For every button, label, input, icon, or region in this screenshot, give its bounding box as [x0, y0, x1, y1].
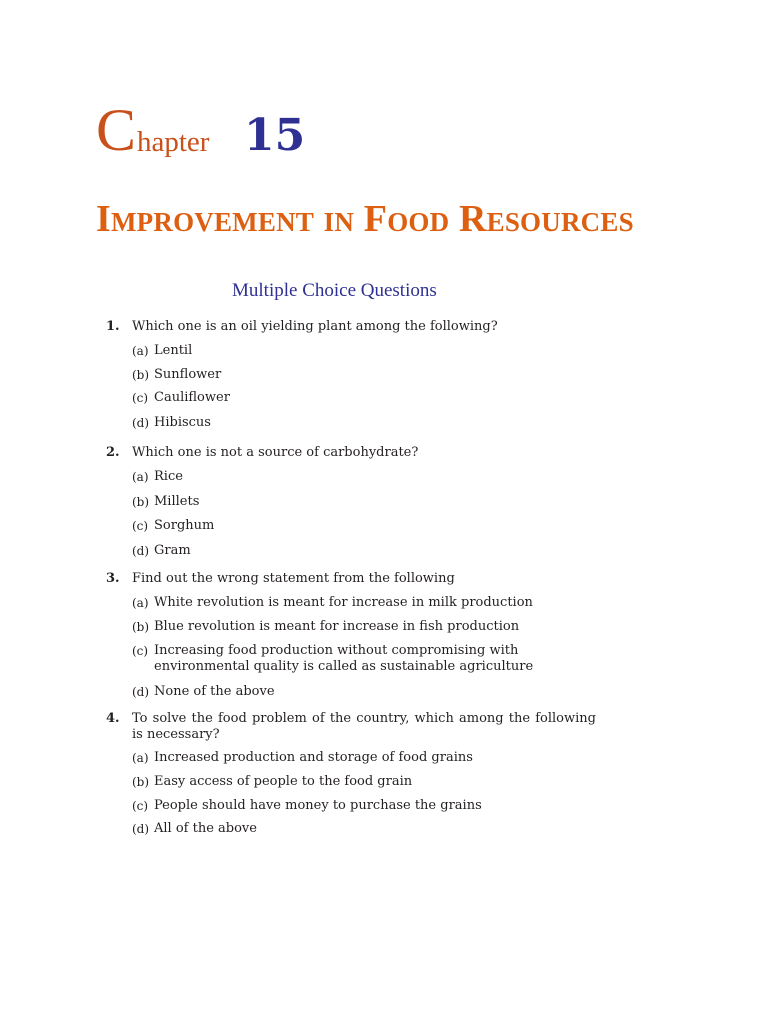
option-label: (a)	[132, 470, 149, 484]
option-label: (b)	[132, 495, 150, 509]
option-label: (d)	[132, 416, 150, 430]
option-text: Blue revolution is meant for increase in fish production	[154, 619, 520, 634]
option-label: (a)	[132, 344, 149, 358]
option-text: Increasing food production without compromising with environmental quality is called as sustainable agriculture	[154, 643, 534, 674]
chapter-word: hapter	[137, 126, 210, 158]
option-label: (d)	[132, 685, 150, 699]
option-label: (b)	[132, 775, 150, 789]
option-text: Lentil	[154, 343, 193, 358]
chapter-title: Improvement in Food Resources	[96, 198, 634, 240]
option-text: Cauliflower	[154, 390, 230, 405]
option-text: Sunflower	[154, 367, 222, 382]
option-text: Rice	[154, 469, 183, 484]
option-text: None of the above	[154, 684, 275, 699]
option-label: (c)	[132, 391, 149, 405]
option-label: (c)	[132, 644, 149, 658]
option-label: (c)	[132, 799, 149, 813]
option-label: (c)	[132, 519, 149, 533]
question-text: Which one is not a source of carbohydrate?	[132, 445, 419, 460]
option-label: (a)	[132, 751, 149, 765]
option-label: (a)	[132, 596, 149, 610]
question-number: 1.	[106, 319, 120, 334]
question-text: Which one is an oil yielding plant among the following?	[132, 319, 498, 334]
question-number: 2.	[106, 445, 120, 460]
option-text: Hibiscus	[154, 415, 211, 430]
question-number: 3.	[106, 571, 120, 586]
option-text: Millets	[154, 494, 200, 509]
chapter-number: 15	[244, 110, 306, 161]
option-label: (d)	[132, 544, 150, 558]
question-number: 4.	[106, 711, 120, 726]
chapter-initial-letter: C	[96, 97, 137, 163]
option-label: (d)	[132, 822, 150, 836]
option-label: (b)	[132, 368, 150, 382]
option-text: Sorghum	[154, 518, 215, 533]
option-label: (b)	[132, 620, 150, 634]
option-text: White revolution is meant for increase in milk production	[154, 595, 533, 610]
option-text: All of the above	[154, 821, 257, 836]
section-heading: Multiple Choice Questions	[232, 280, 437, 301]
option-text: Gram	[154, 543, 191, 558]
option-text: Increased production and storage of food grains	[154, 750, 473, 765]
option-text: People should have money to purchase the grains	[154, 798, 482, 813]
question-text: To solve the food problem of the country, which among the following is necessary?	[132, 711, 596, 742]
question-text: Find out the wrong statement from the following	[132, 571, 455, 586]
option-text: Easy access of people to the food grain	[154, 774, 413, 789]
